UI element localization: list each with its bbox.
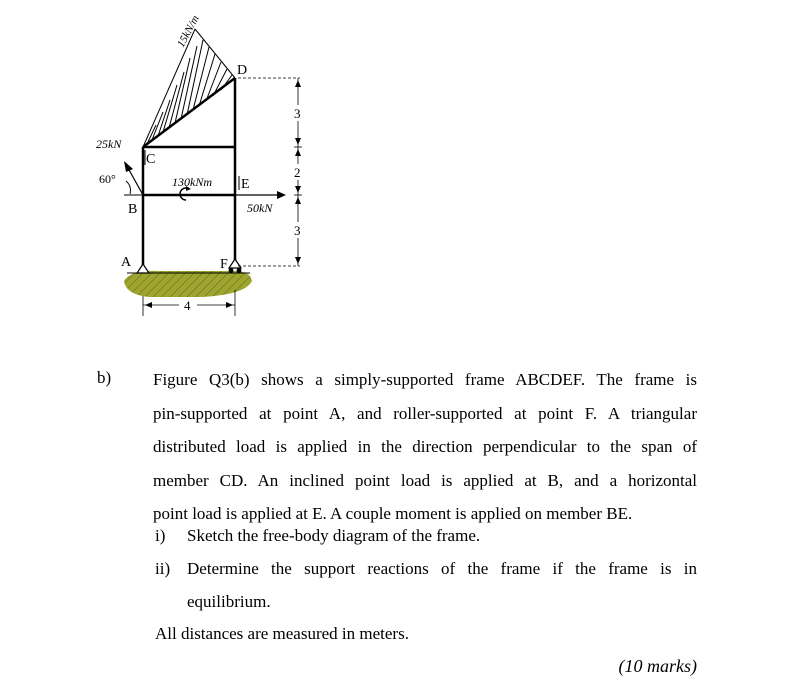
sub-question-number: ii)	[155, 559, 171, 578]
point-label-c: C	[146, 152, 156, 167]
dist-load-label: 15kN/m	[175, 13, 202, 50]
question-paragraph	[153, 363, 697, 531]
point-label-f: F	[220, 257, 228, 272]
ground-hatch	[124, 271, 252, 297]
frame-figure	[0, 0, 792, 340]
paragraph-line: distributed load is applied in the direction perpendicular to the span of	[153, 437, 697, 456]
point-label-a: A	[121, 255, 132, 270]
horizontal-load-label: 50kN	[247, 201, 273, 215]
inclined-load-label: 25kN	[96, 137, 122, 151]
inclined-load-arrow	[124, 161, 143, 195]
point-label-d: D	[237, 63, 248, 78]
sub-question-number: i)	[155, 526, 166, 545]
paragraph-line: point load is applied at E. A couple moment is applied on member BE.	[153, 504, 633, 523]
dim-label-middle: 2	[294, 165, 301, 180]
dim-label-span: 4	[184, 298, 191, 313]
horizontal-load-arrow	[235, 191, 286, 199]
part-label: b)	[97, 368, 112, 387]
sub-question-text: Sketch the free-body diagram of the frame.	[187, 526, 481, 545]
paragraph-line: Figure Q3(b) shows a simply-supported frame ABCDEF. The frame is	[153, 370, 697, 389]
point-label-b: B	[128, 202, 138, 217]
dim-label-bottom: 3	[294, 223, 301, 238]
point-label-e: E	[241, 177, 250, 192]
paragraph-line: member CD. An inclined point load is applied at B, and a horizontal	[153, 470, 697, 490]
angle-label: 60°	[99, 172, 116, 186]
sub-question-text: Determine the support reactions of the frame if the frame is in	[187, 559, 697, 578]
distance-note: All distances are measured in meters.	[155, 624, 409, 640]
marks-label: (10 marks)	[618, 656, 697, 676]
moment-label: 130kNm	[172, 175, 212, 189]
pin-support-a	[137, 264, 149, 273]
sub-question-continuation: equilibrium.	[187, 592, 271, 611]
paragraph-line: pin-supported at point A, and roller-supported at point F. A triangular	[153, 403, 697, 423]
dim-label-top: 3	[294, 106, 301, 121]
